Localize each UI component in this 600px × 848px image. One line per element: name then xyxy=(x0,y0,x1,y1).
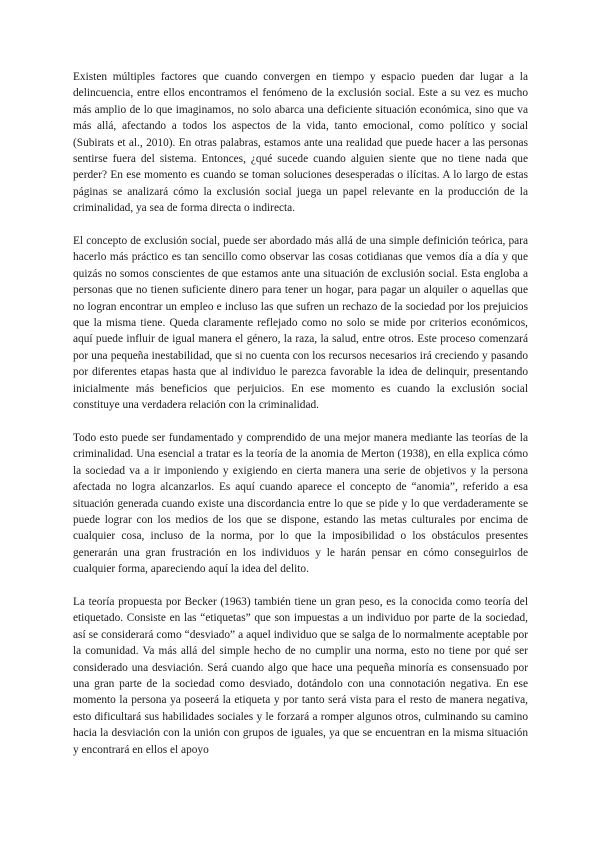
paragraph-social-exclusion-concept: El concepto de exclusión social, puede ser abordado más allá de una simple definición teórica, para hacerlo más práctico es tan sencillo como observar las cosas cotidianas que vemos día a día y que quizás no somos conscientes de que estamos ante una situación de exclusión social. Esta engloba a personas que no tienen suficiente dinero para tener un hogar, para pagar un alquiler o aquellas que no logran encontrar un empleo e incluso las que sufren un rechazo de la sociedad por los prejuicios que la misma tiene. Queda claramente reflejado como no solo se mide por criterios económicos, aquí puede influir de igual manera el género, la raza, la salud, entre otros. Este proceso comenzará por una pequeña inestabilidad, que si no cuenta con los recursos necesarios irá creciendo y pasando por diferentes etapas hasta que al individuo le parezca favorable la idea de delinquir, presentando inicialmente más beneficios que perjuicios. En ese momento es cuando la exclusión social constituye una verdadera relación con la criminalidad. xyxy=(73,235,528,412)
paragraph-intro: Existen múltiples factores que cuando convergen en tiempo y espacio pueden dar lugar a la delincuencia, entre ellos encontramos el fenómeno de la exclusión social. Este a su vez es mucho más amplio de lo que imaginamos, no solo abarca una deficiente situación económica, sino que va más allá, afectando a todos los aspectos de la vida, tanto emocional, como político y social (Subirats et al., 2010). En otras palabras, estamos ante una realidad que puede hacer a las personas sentirse fuera del sistema. Entonces, ¿qué sucede cuando alguien siente que no tiene nada que perder? En ese momento es cuando se toman soluciones desesperadas o ilícitas. A lo largo de estas páginas se analizará cómo la exclusión social juega un papel relevante en la producción de la criminalidad, ya sea de forma directa o indirecta. xyxy=(73,71,528,215)
paragraph-anomie-theory: Todo esto puede ser fundamentado y comprendido de una mejor manera mediante las teorías de la criminalidad. Una esencial a tratar es la teoría de la anomia de Merton (1938), en ella explica cómo la sociedad va a ir imponiendo y exigiendo en cierta manera una serie de objetivos y la persona afectada no logra alcanzarlos. Es aquí cuando aparece el concepto de “anomia”, referido a esa situación generada cuando existe una discordancia entre lo que se pide y lo que verdaderamente se puede lograr con los medios de los que se dispone, estando las metas culturales por encima de cualquier cosa, incluso de la norma, por lo que la imposibilidad o los obstáculos presentes generarán una gran frustración en los individuos y le harán pensar en cómo conseguirlos de cualquier forma, apareciendo aquí la idea del delito. xyxy=(73,431,528,576)
document-body xyxy=(73,69,528,774)
paragraph-labeling-theory: La teoría propuesta por Becker (1963) también tiene un gran peso, es la conocida como teoría del etiquetado. Consiste en las “etiquetas” que son impuestas a un individuo por parte de la sociedad, así se considerará como “desviado” a aquel individuo que se salga de lo normalmente aceptable por la comunidad. Va más allá del simple hecho de no cumplir una norma, esto no tiene por qué ser considerado una desviación. Será cuando algo que hace una pequeña minoría es consensuado por una gran parte de la sociedad como desviado, dotándolo con una connotación negativa. En ese momento la persona ya poseerá la etiqueta y por tanto será vista para el resto de manera negativa, esto dificultará sus habilidades sociales y le forzará a romper algunos otros, culminando su camino hacia la desviación con la unión con grupos de iguales, ya que se encuentran en la misma situación y encontrará en ellos el apoyo xyxy=(73,595,528,756)
